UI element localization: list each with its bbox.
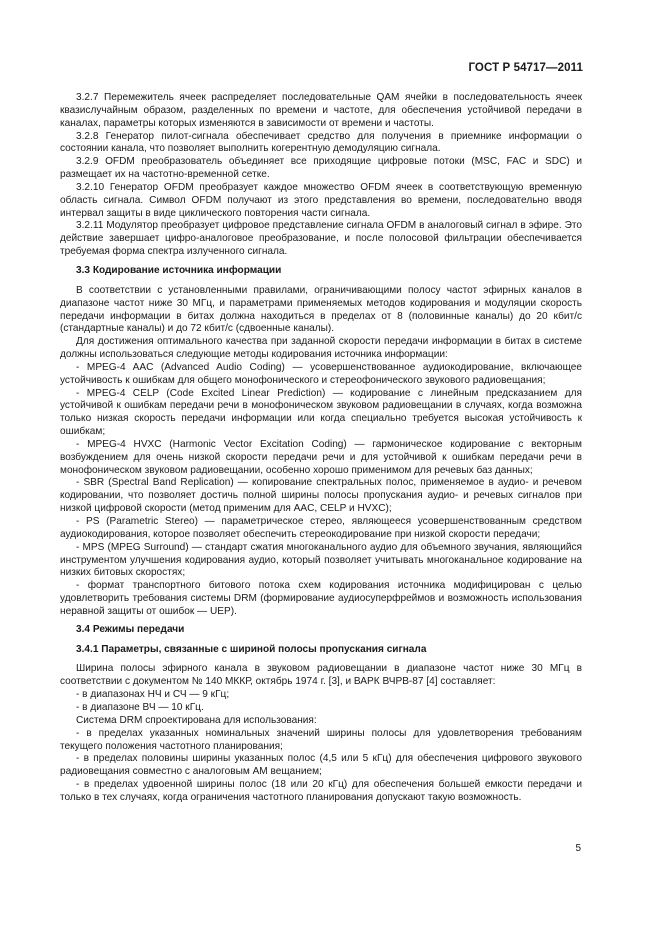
paragraph: В соответствии с установленными правилами, ограничивающими полосу частот эфирных каналов в диапазоне частот ниже 30 МГц, и параметрами применяемых методов кодирования и модуляции скорость передачи информации в битах должна находиться в пределах от 8 (половинные каналы) до 20 кбит/с (стандартные каналы) и до 72 кбит/с (сдвоенные каналы). [60, 284, 582, 335]
paragraph: Для достижения оптимального качества при заданной скорости передачи информации в битах в системе должны использоваться следующие методы кодирования источника информации: [60, 336, 582, 361]
paragraph: - MPEG-4 CELP (Code Excited Linear Prediction) — кодирование с линейным предсказанием для устойчивой к ошибкам передачи речи в монофоническом звуковом радиовещании в случаях, когда возможна только низкая скорость передачи информации или когда специально требуется высокая устойчивость к ошибкам; [60, 387, 582, 438]
section-heading: 3.3 Кодирование источника информации [76, 264, 282, 276]
section-heading: 3.4.1 Параметры, связанные с шириной полосы пропускания сигнала [76, 643, 427, 655]
document-body [60, 92, 582, 805]
paragraph: - MPEG-4 HVXC (Harmonic Vector Excitation Coding) — гармоническое кодирование с векторным возбуждением для очень низкой скорости передачи речи и для устойчивой к ошибкам передачи речи в монофоническом звуковом радиовещании, особенно хорошо применимом для речевых баз данных; [60, 438, 582, 476]
paragraph: - в пределах указанных номинальных значений ширины полосы для удовлетворения требованиям текущего положения частотного планирования; [60, 727, 582, 752]
paragraph: Система DRM спроектирована для использования: [76, 714, 317, 726]
section-heading: 3.4 Режимы передачи [76, 623, 185, 635]
paragraph: 3.2.11 Модулятор преобразует цифровое представление сигнала OFDM в аналоговый сигнал в эфире. Это действие завершает цифро-аналоговое преобразование, и после полосовой фильтрации обеспечивается требуемая форма спектра излученного сигнала. [60, 220, 582, 258]
paragraph: 3.2.10 Генератор OFDM преобразует каждое множество OFDM ячеек в соответствующую временную область сигнала. Символ OFDM получают из этого представления во времени, последовательно вводя интервал защиты в виде циклического повторения части сигнала. [60, 181, 582, 219]
paragraph: 3.2.9 OFDM преобразователь объединяет все приходящие цифровые потоки (MSC, FAC и SDC) и размещает их на частотно-временной сетке. [60, 156, 582, 181]
paragraph: - в диапазоне ВЧ — 10 кГц. [76, 701, 204, 713]
paragraph: Ширина полосы эфирного канала в звуковом радиовещании в диапазоне частот ниже 30 МГц в соответствии с документом № 140 МККР, октябрь 1974 г. [3], и ВАРК ВЧРВ-87 [4] составляет: [60, 663, 582, 688]
paragraph: - в диапазонах НЧ и СЧ — 9 кГц; [76, 689, 230, 701]
paragraph: - в пределах половины ширины указанных полос (4,5 или 5 кГц) для обеспечения цифрового звукового радиовещания совместно с аналоговым АМ вещанием; [60, 753, 582, 778]
paragraph: - в пределах удвоенной ширины полос (18 или 20 кГц) для обеспечения большей емкости передачи и только в тех случаях, когда ограничения частотного планирования допускают такую возможность. [60, 779, 582, 803]
paragraph: - PS (Parametric Stereo) — параметрическое стерео, являющееся усовершенствованным средством аудиокодирования, которое позволяет обеспечить стереокодирование при низкой скорости передачи; [60, 516, 582, 540]
paragraph: - MPS (MPEG Surround) — стандарт сжатия многоканального аудио для объемного звучания, являющийся инструментом улучшения кодирования аудио, который позволяет учитывать многоканальное кодирование на низких битовых скоростях; [60, 541, 582, 579]
standard-header: ГОСТ Р 54717—2011 [468, 62, 583, 74]
paragraph: 3.2.7 Перемежитель ячеек распределяет последовательные QAM ячейки в последовательность ячеек квазислучайным образом, разделенных по времени и частоте, для обеспечения устойчивой передачи в каналах, параметры которых изменяются в зависимости от времени и частоты. [60, 92, 582, 129]
paragraph: - MPEG-4 AAC (Advanced Audio Coding) — усовершенствованное аудиокодирование, включающее устойчивость к ошибкам для общего монофонического и стереофонического звукового радиовещания; [60, 361, 582, 386]
page-number: 5 [575, 843, 581, 854]
paragraph: - SBR (Spectral Band Replication) — копирование спектральных полос, применяемое в аудио- и речевом кодировании, что позволяет достичь полной ширины полосы пропускания аудио- и речевых сигналов при низкой цифровой скорости (метод применим для AAC, CELP и HVXC); [60, 477, 582, 515]
paragraph: - формат транспортного битового потока схем кодирования источника модифицирован с целью удовлетворить требования системы DRM (формирование аудиосуперфреймов и возможность использования неравной защиты от ошибок — UEP). [60, 580, 582, 617]
paragraph: 3.2.8 Генератор пилот-сигнала обеспечивает средство для получения в приемнике информации о состоянии канала, что позволяет выполнить когерентную демодуляцию сигнала. [60, 130, 582, 155]
